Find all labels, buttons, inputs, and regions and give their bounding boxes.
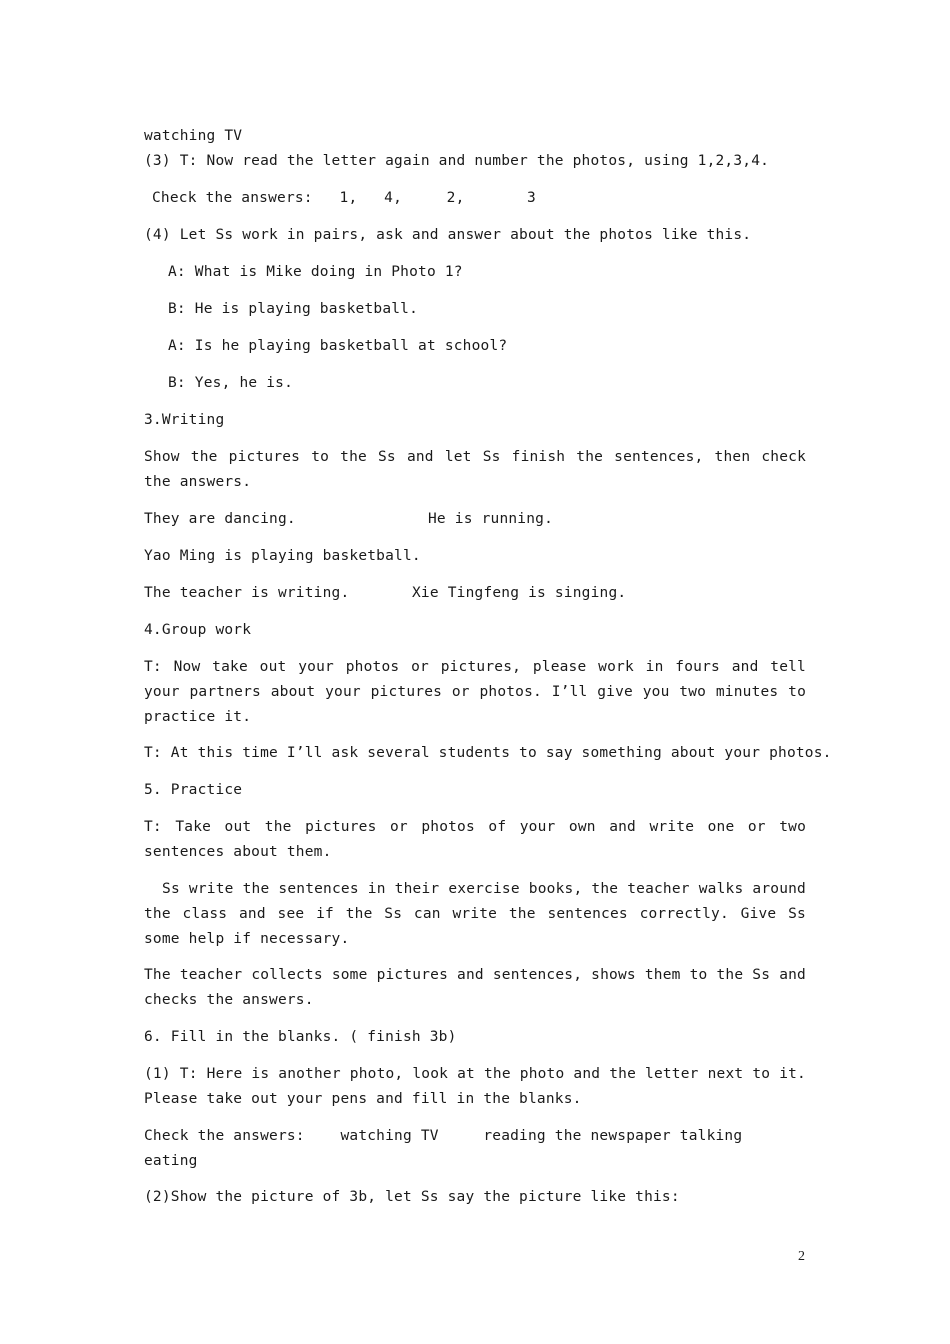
section-heading: 5. Practice	[144, 782, 243, 798]
paragraph: Ss write the sentences in their exercise books, the teacher walks around the class and see if the Ss can write the sentences correctly. Give Ss some help if necessary.	[144, 881, 815, 947]
text-line: Yao Ming is playing basketball.	[144, 548, 421, 564]
text-line: They are dancing.	[144, 511, 296, 527]
page-number: 2	[798, 1249, 805, 1264]
section-heading: 6. Fill in the blanks. ( finish 3b)	[144, 1029, 457, 1045]
paragraph: T: Now take out your photos or pictures, please work in fours and tell your partners about your pictures or photos. I’ll give you two minutes to practice it.	[144, 659, 806, 725]
text-line: He is running.	[428, 511, 554, 527]
dialogue-line: B: Yes, he is.	[168, 375, 294, 391]
text-line: (4) Let Ss work in pairs, ask and answer about the photos like this.	[144, 227, 752, 243]
paragraph: Show the pictures to the Ss and let Ss finish the sentences, then check the answers.	[144, 449, 806, 490]
paragraph: (1) T: Here is another photo, look at the photo and the letter next to it. Please take out your pens and fill in the blanks.	[144, 1066, 806, 1107]
section-heading: 4.Group work	[144, 622, 252, 638]
text-line: The teacher is writing.	[144, 585, 350, 601]
text-line: watching TV	[144, 128, 243, 144]
paragraph: T: Take out the pictures or photos of your own and write one or two sentences about them.	[144, 819, 806, 860]
paragraph: Check the answers: watching TV reading the newspaper talking eating	[144, 1128, 779, 1169]
paragraph: The teacher collects some pictures and sentences, shows them to the Ss and checks the answers.	[144, 967, 806, 1008]
dialogue-line: B: He is playing basketball.	[168, 301, 419, 317]
text-line: Xie Tingfeng is singing.	[412, 585, 627, 601]
dialogue-line: A: What is Mike doing in Photo 1?	[168, 264, 463, 280]
text-line: Check the answers: 1, 4, 2, 3	[152, 190, 536, 206]
text-line: (2)Show the picture of 3b, let Ss say the picture like this:	[144, 1189, 680, 1205]
dialogue-line: A: Is he playing basketball at school?	[168, 338, 508, 354]
text-line: (3) T: Now read the letter again and number the photos, using 1,2,3,4.	[144, 153, 770, 169]
text-line: T: At this time I’ll ask several students to say something about your photos.	[144, 745, 832, 761]
section-heading: 3.Writing	[144, 412, 225, 428]
